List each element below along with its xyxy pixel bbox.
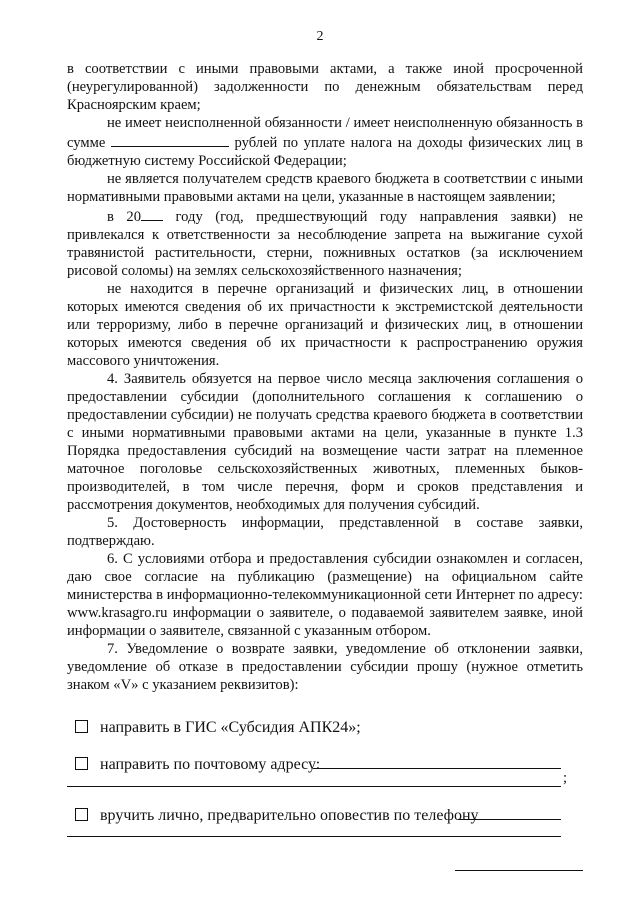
option-personal — [67, 807, 583, 825]
page-number: 2 — [316, 29, 324, 44]
post-address-line-2[interactable] — [67, 786, 561, 787]
post-address-end: ; — [563, 770, 568, 786]
document-body — [67, 60, 583, 694]
paragraph-burning-ban — [67, 206, 583, 280]
tax-obligation-text-a: не имеет неисполненной обязанности / имеет неисполненную обязанность в сумме — [67, 115, 583, 151]
burning-ban-text-b: году (год, предшествующий году направления заявки) не привлекался к ответственности за несоблюдение запрета на выжигание сухой травянистой растительности, стерни, пожнивных остатков (за исключением рисовой соломы) на землях сельскохозяйственного назначения; — [67, 209, 583, 279]
paragraph-budget-recipient: не является получателем средств краевого бюджета в соответствии с иными нормативными правовыми актами на цели, указанные в настоящем заявлении; — [67, 171, 583, 205]
option-gis — [67, 719, 583, 737]
post-checkbox[interactable] — [75, 757, 88, 770]
phone-line-2[interactable] — [67, 836, 561, 837]
amount-blank-field[interactable] — [111, 132, 229, 147]
paragraph-extremism-list: не находится в перечне организаций и физических лиц, в отношении которых имеются сведения об их причастности к экстремистской деятельности или терроризму, либо в перечне организаций и физических лиц, в отношении которых имеются сведения об их причастности к распространению оружия массового уничтожения. — [67, 281, 583, 369]
post-option-label: направить по почтовому адресу: — [100, 756, 321, 773]
year-blank-field[interactable] — [141, 206, 163, 221]
burning-ban-text-a: в 20 — [107, 209, 141, 225]
personal-checkbox[interactable] — [75, 808, 88, 821]
paragraph-item-4: 4. Заявитель обязуется на первое число месяца заключения соглашения о предоставлении субсидии (дополнительного соглашения к соглашению о предоставлении субсидии) не получать средства краевого бюджета в соответствии с иными нормативными правовыми актами на цели, указанные в пункте 1.3 Порядка предоставления субсидий на возмещение части затрат на племенное маточное поголовье сельскохозяйственных животных, племенных быков-производителей, в том числе перечня, форм и сроков представления и рассмотрения документов, необходимых для получения субсидий. — [67, 371, 583, 513]
option-post — [67, 756, 583, 774]
gis-checkbox[interactable] — [75, 720, 88, 733]
personal-option-label: вручить лично, предварительно оповестив по телефону — [100, 807, 479, 824]
paragraph-item-5: 5. Достоверность информации, представленной в составе заявки, подтверждаю. — [67, 515, 583, 549]
paragraph-tax-obligation — [67, 114, 583, 170]
paragraph-debt-continuation: в соответствии с иными правовыми актами, а также иной просроченной (неурегулированной) задолженности по денежным обязательствам перед Красноярским краем; — [67, 61, 583, 113]
phone-line-1[interactable] — [458, 819, 561, 820]
gis-option-label: направить в ГИС «Субсидия АПК24»; — [100, 719, 361, 736]
tax-obligation-text-b: рублей по уплате налога на доходы физических лиц в бюджетную систему Российской Федерации; — [67, 135, 583, 169]
post-address-line-1[interactable] — [313, 768, 561, 769]
footer-divider — [455, 870, 583, 871]
paragraph-item-6: 6. С условиями отбора и предоставления субсидии ознакомлен и согласен, даю свое согласие на публикацию (размещение) на официальном сайте министерства в информационно-телекоммуникационной сети Интернет по адресу: www.krasagro.ru информации о заявителе, о подаваемой заявителем заявке, иной информации о заявителе, связанной с указанным отбором. — [67, 551, 583, 639]
paragraph-item-7: 7. Уведомление о возврате заявки, уведомление об отклонении заявки, уведомление об отказе в предоставлении субсидии прошу (нужное отметить знаком «V» с указанием реквизитов): — [67, 641, 583, 693]
